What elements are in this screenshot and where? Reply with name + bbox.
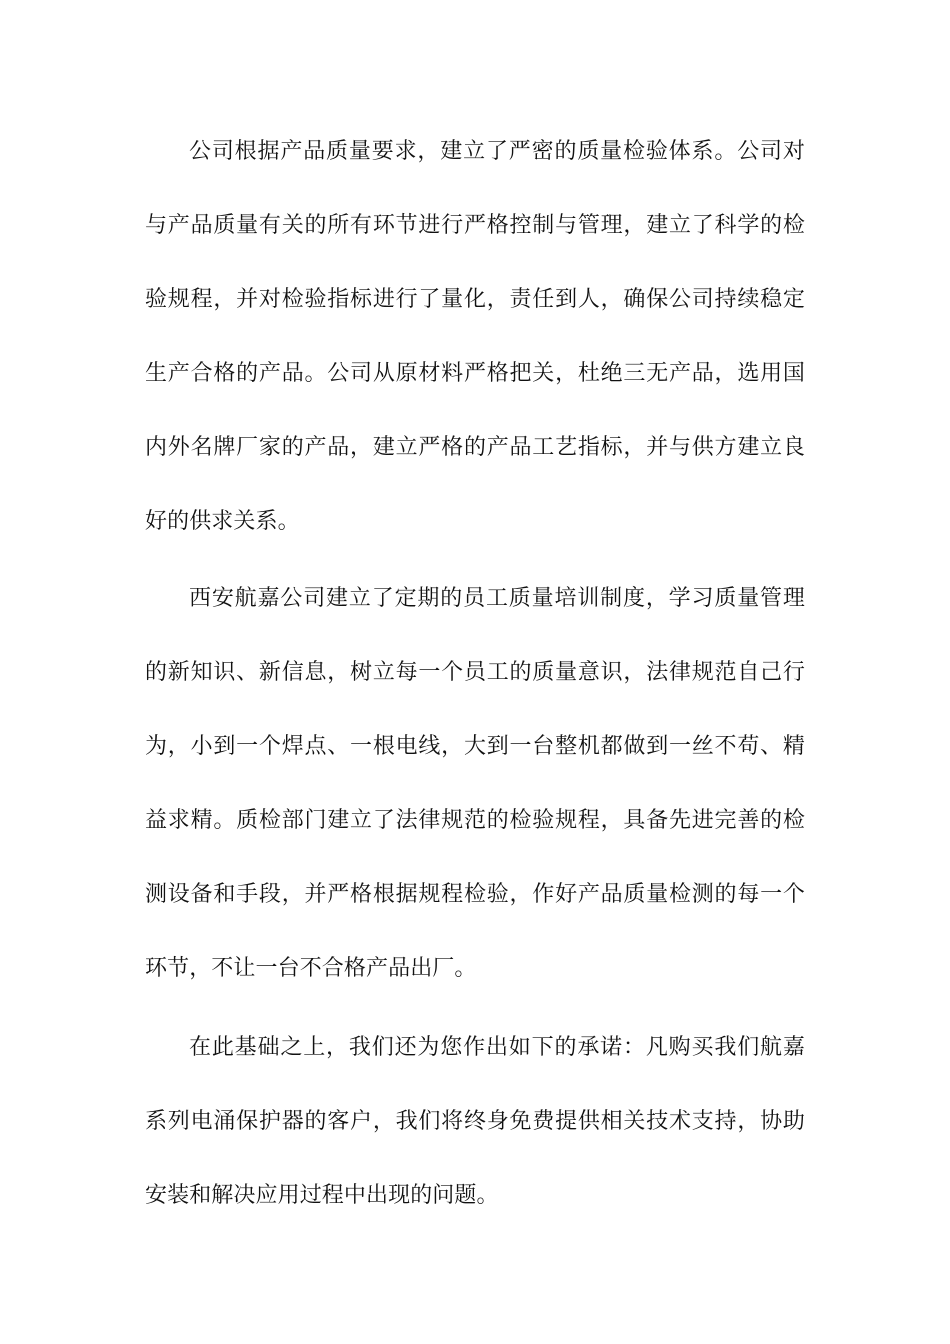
paragraph-1-line-6: 好的供求关系。 bbox=[145, 509, 300, 534]
paragraph-3-line-1: 在此基础之上，我们还为您作出如下的承诺：凡购买我们航嘉 bbox=[189, 1035, 805, 1060]
paragraph-2-line-2: 的新知识、新信息，树立每一个员工的质量意识，法律规范自己行 bbox=[145, 660, 805, 685]
paragraph-3-line-2: 系列电涌保护器的客户，我们将终身免费提供相关技术支持，协助 bbox=[145, 1109, 805, 1134]
paragraph-1-line-1: 公司根据产品质量要求，建立了严密的质量检验体系。公司对 bbox=[189, 139, 805, 164]
paragraph-3-line-3: 安装和解决应用过程中出现的问题。 bbox=[145, 1183, 499, 1208]
paragraph-1-line-2: 与产品质量有关的所有环节进行严格控制与管理，建立了科学的检 bbox=[145, 213, 805, 238]
paragraph-2-line-1: 西安航嘉公司建立了定期的员工质量培训制度，学习质量管理 bbox=[189, 586, 805, 611]
paragraph-1-line-5: 内外名牌厂家的产品，建立严格的产品工艺指标，并与供方建立良 bbox=[145, 435, 805, 460]
paragraph-1-line-3: 验规程，并对检验指标进行了量化，责任到人，确保公司持续稳定 bbox=[145, 287, 805, 312]
paragraph-2-line-6: 环节，不让一台不合格产品出厂。 bbox=[145, 956, 477, 981]
paragraph-2-line-4: 益求精。质检部门建立了法律规范的检验规程，具备先进完善的检 bbox=[145, 808, 805, 833]
paragraph-2-line-5: 测设备和手段，并严格根据规程检验，作好产品质量检测的每一个 bbox=[145, 882, 805, 907]
paragraph-2-line-3: 为，小到一个焊点、一根电线，大到一台整机都做到一丝不苟、精 bbox=[145, 734, 805, 759]
paragraph-1-line-4: 生产合格的产品。公司从原材料严格把关，杜绝三无产品，选用国 bbox=[145, 361, 805, 386]
